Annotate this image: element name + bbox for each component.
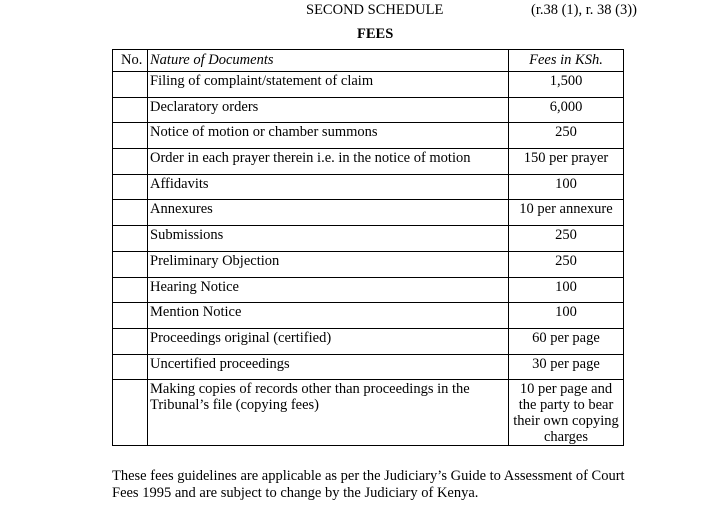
fees-heading: FEES xyxy=(357,26,394,42)
table-row xyxy=(113,174,624,200)
row-number-cell xyxy=(113,277,148,303)
document-cell: Notice of motion or chamber summons xyxy=(148,123,509,149)
fee-cell: 6,000 xyxy=(509,97,624,123)
fee-cell: 100 xyxy=(509,303,624,329)
rule-reference: (r.38 (1), r. 38 (3)) xyxy=(531,2,637,18)
document-cell: Order in each prayer therein i.e. in the notice of motion xyxy=(148,149,509,175)
row-number-cell xyxy=(113,200,148,226)
row-number-cell xyxy=(113,251,148,277)
row-number-cell xyxy=(113,174,148,200)
table-row xyxy=(113,277,624,303)
fees-table-body xyxy=(113,50,624,446)
table-row xyxy=(113,303,624,329)
fee-cell: 1,500 xyxy=(509,72,624,98)
table-row xyxy=(113,123,624,149)
table-row xyxy=(113,149,624,175)
row-number-cell xyxy=(113,72,148,98)
document-cell: Hearing Notice xyxy=(148,277,509,303)
fee-cell: 250 xyxy=(509,251,624,277)
column-header-no: No. xyxy=(113,50,148,72)
document-cell: Uncertified proceedings xyxy=(148,354,509,380)
table-row xyxy=(113,328,624,354)
fee-cell: 10 per annexure xyxy=(509,200,624,226)
fee-cell: 250 xyxy=(509,123,624,149)
row-number-cell xyxy=(113,149,148,175)
table-row xyxy=(113,226,624,252)
table-row xyxy=(113,354,624,380)
document-cell: Mention Notice xyxy=(148,303,509,329)
document-cell: Making copies of records other than proceedings in the Tribunal’s file (copying fees) xyxy=(148,380,509,446)
document-cell: Submissions xyxy=(148,226,509,252)
fee-cell: 10 per page and the party to bear their own copying charges xyxy=(509,380,624,446)
document-cell: Filing of complaint/statement of claim xyxy=(148,72,509,98)
row-number-cell xyxy=(113,354,148,380)
column-header-document: Nature of Documents xyxy=(148,50,509,72)
document-cell: Proceedings original (certified) xyxy=(148,328,509,354)
table-row xyxy=(113,72,624,98)
table-row xyxy=(113,97,624,123)
table-row xyxy=(113,251,624,277)
table-row xyxy=(113,380,624,446)
row-number-cell xyxy=(113,97,148,123)
column-header-fee: Fees in KSh. xyxy=(509,50,624,72)
fee-cell: 250 xyxy=(509,226,624,252)
document-cell: Preliminary Objection xyxy=(148,251,509,277)
row-number-cell xyxy=(113,226,148,252)
table-row xyxy=(113,200,624,226)
document-cell: Declaratory orders xyxy=(148,97,509,123)
row-number-cell xyxy=(113,328,148,354)
row-number-cell xyxy=(113,303,148,329)
fee-cell: 100 xyxy=(509,277,624,303)
document-cell: Affidavits xyxy=(148,174,509,200)
footnote: These fees guidelines are applicable as per the Judiciary’s Guide to Assessment of Court Fees 1995 and are subject to change by the Judiciary of Kenya. xyxy=(112,468,625,501)
schedule-title: SECOND SCHEDULE xyxy=(306,2,444,18)
row-number-cell xyxy=(113,123,148,149)
fee-cell: 100 xyxy=(509,174,624,200)
fees-table xyxy=(112,49,624,446)
table-header-row xyxy=(113,50,624,72)
document-cell: Annexures xyxy=(148,200,509,226)
row-number-cell xyxy=(113,380,148,446)
fee-cell: 150 per prayer xyxy=(509,149,624,175)
fee-cell: 30 per page xyxy=(509,354,624,380)
fee-cell: 60 per page xyxy=(509,328,624,354)
